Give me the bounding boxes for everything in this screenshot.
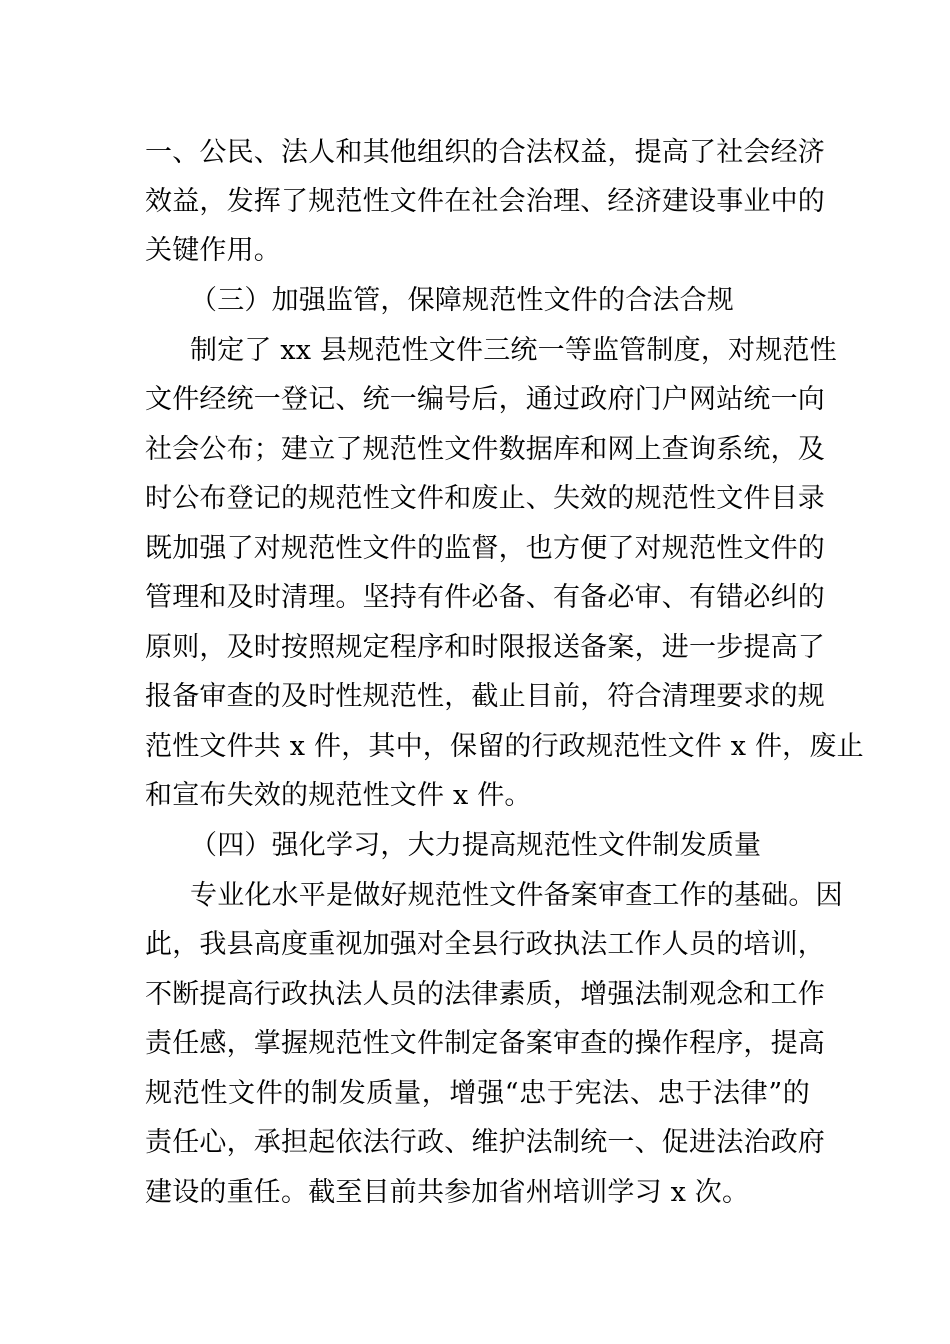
text-line: 时公布登记的规范性文件和废止、失效的规范性文件目录 <box>145 483 825 514</box>
text-line: 责任感，掌握规范性文件制定备案审查的操作程序，提高 <box>145 1028 825 1059</box>
text-line: 管理和及时清理。坚持有件必备、有备必审、有错必纠的 <box>145 582 825 613</box>
text-line: 此，我县高度重视加强对全县行政执法工作人员的培训， <box>145 929 825 960</box>
text-line: 一、公民、法人和其他组织的合法权益，提高了社会经济 <box>145 137 825 168</box>
text-line: 责任心，承担起依法行政、维护法制统一、促进法治政府 <box>145 1127 825 1158</box>
text-line: 关键作用。 <box>145 235 281 266</box>
text-line: 原则，及时按照规定程序和时限报送备案，进一步提高了 <box>145 632 825 663</box>
section-heading-4: （四）强化学习，大力提高规范性文件制发质量 <box>190 830 762 861</box>
text-line: 文件经统一登记、统一编号后，通过政府门户网站统一向 <box>145 384 825 415</box>
text-line: 既加强了对规范性文件的监督，也方便了对规范性文件的 <box>145 533 825 564</box>
text-line: 报备审查的及时性规范性，截止目前，符合清理要求的规 <box>145 681 825 712</box>
text-line: 效益，发挥了规范性文件在社会治理、经济建设事业中的 <box>145 186 825 217</box>
text-line: 建设的重任。截至目前共参加省州培训学习 x 次。 <box>145 1177 750 1208</box>
text-line: 范性文件共 x 件，其中，保留的行政规范性文件 x 件，废止 <box>145 731 864 762</box>
text-line: 和宣布失效的规范性文件 x 件。 <box>145 780 532 811</box>
text-line: 不断提高行政执法人员的法律素质，增强法制观念和工作 <box>145 979 825 1010</box>
section-heading-3: （三）加强监管，保障规范性文件的合法合规 <box>190 285 734 316</box>
text-line: 规范性文件的制发质量，增强“忠于宪法、忠于法律”的 <box>145 1078 810 1109</box>
text-line: 专业化水平是做好规范性文件备案审查工作的基础。因 <box>190 880 843 911</box>
text-line: 社会公布；建立了规范性文件数据库和网上查询系统，及 <box>145 434 825 465</box>
text-line: 制定了 xx 县规范性文件三统一等监管制度，对规范性 <box>190 335 837 366</box>
